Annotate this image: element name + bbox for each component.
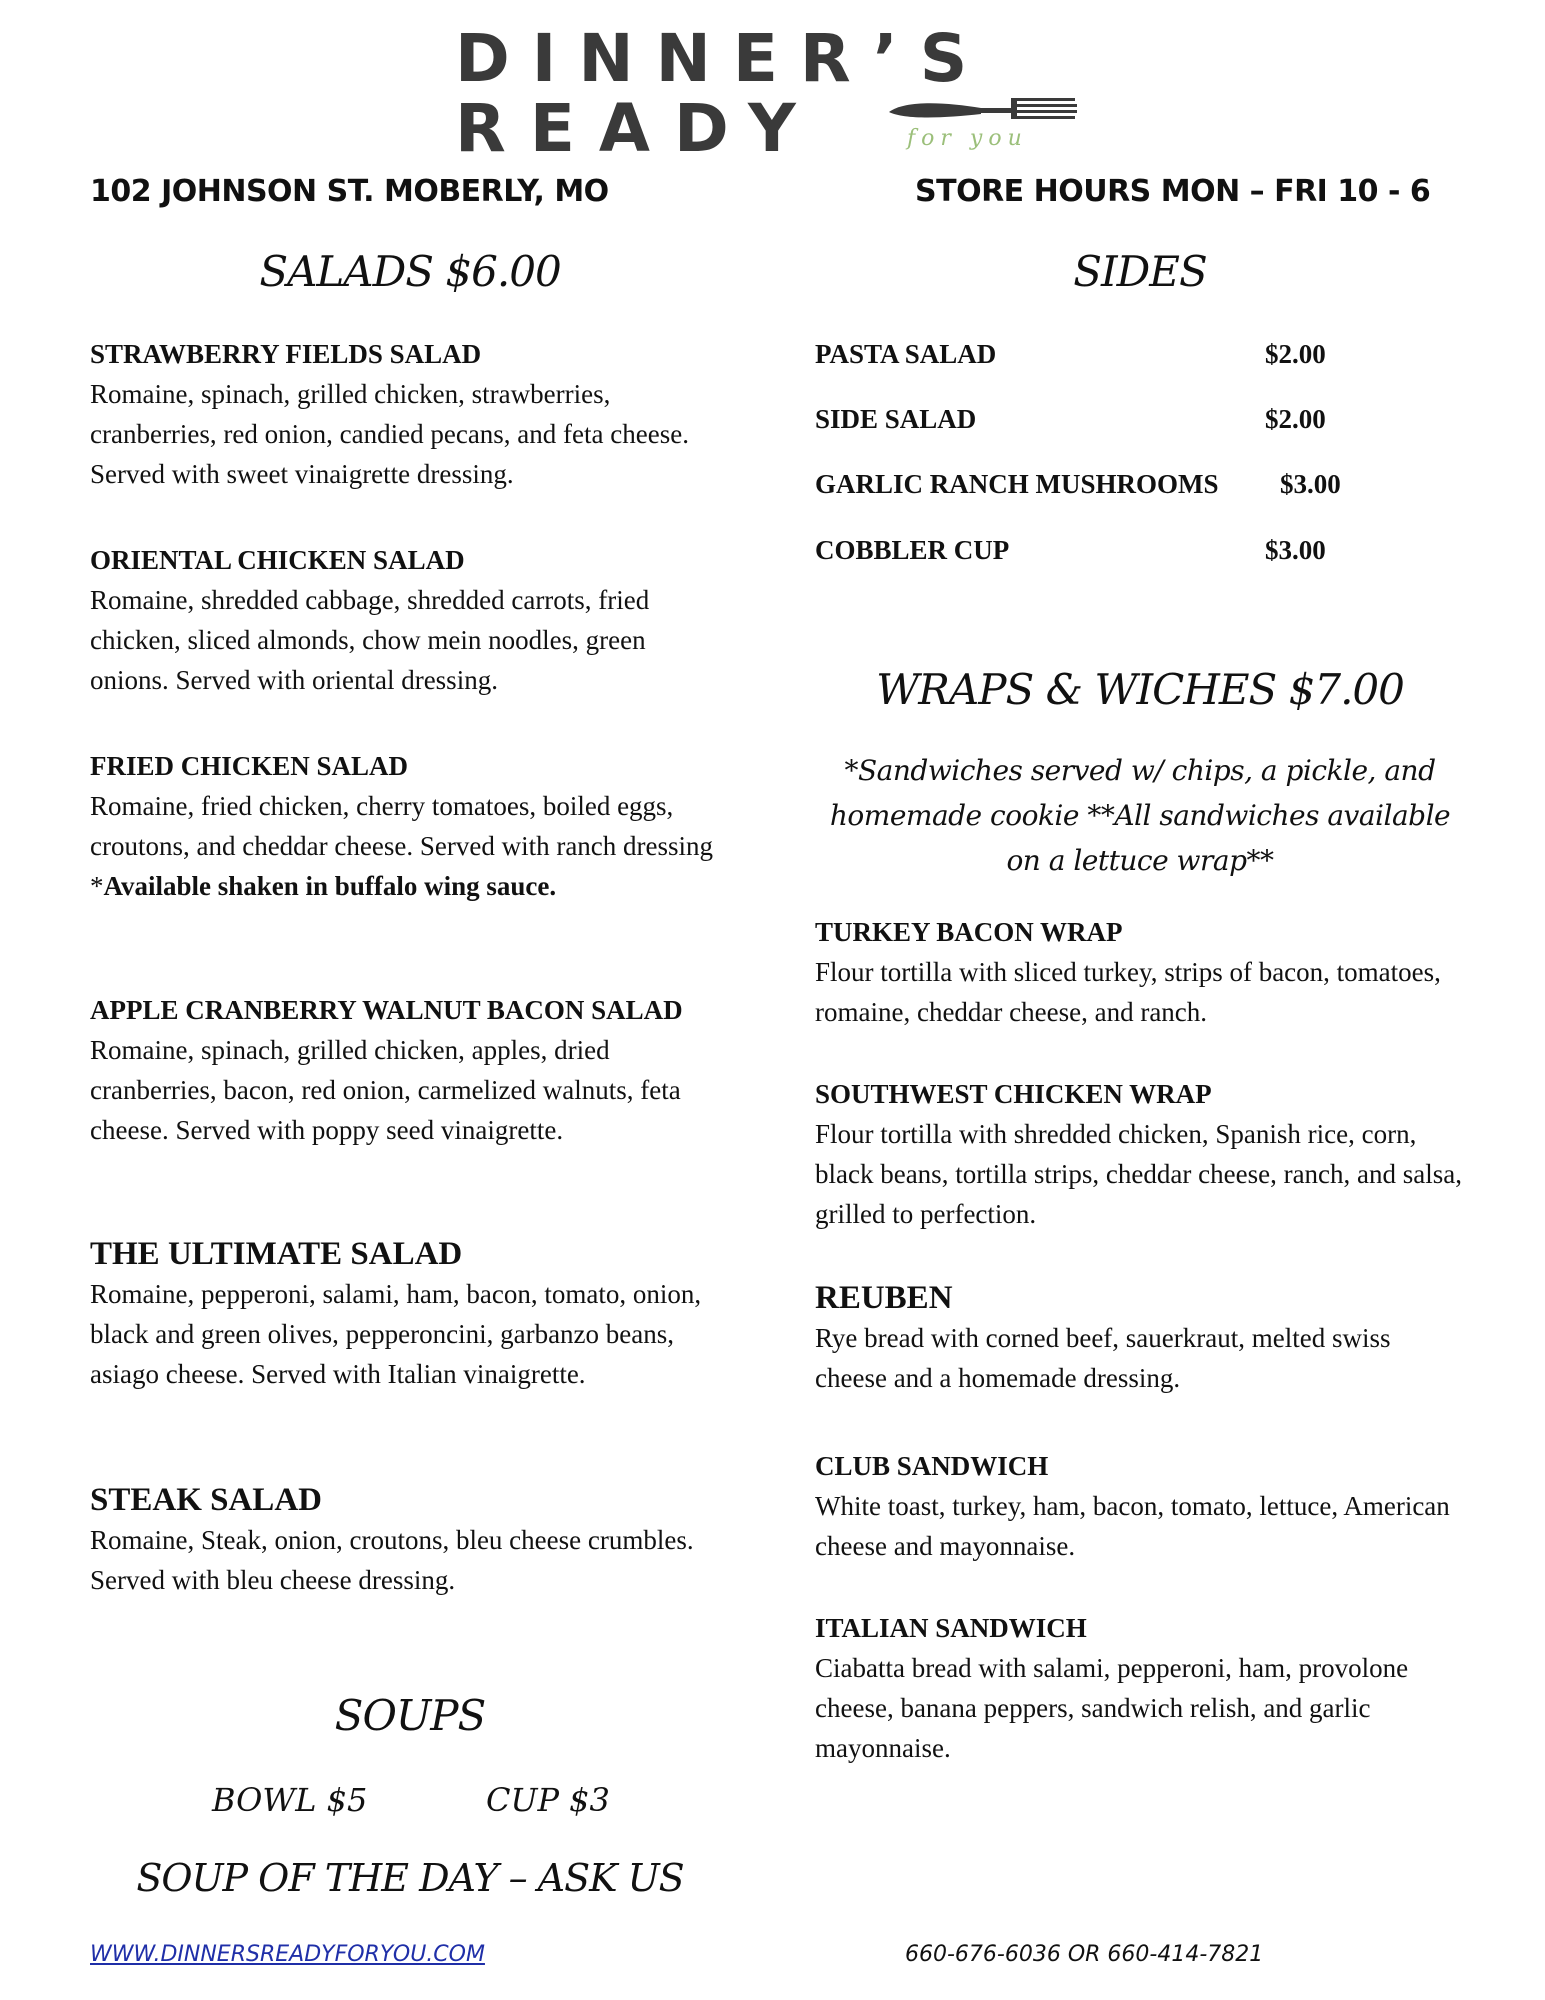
- item-description: Romaine, spinach, grilled chicken, strawberries, cranberries, red onion, candied pecans, and feta cheese. Served with sweet vinaigrette dressing.: [90, 379, 689, 489]
- item-name: REUBEN: [815, 1280, 953, 1316]
- item-description-text: Romaine, fried chicken, cherry tomatoes, boiled eggs, croutons, and cheddar cheese. Served with ranch dressing *: [90, 791, 714, 901]
- item-description-note: Available shaken in buffalo wing sauce.: [103, 871, 557, 901]
- item-name: SOUTHWEST CHICKEN WRAP: [815, 1079, 1212, 1109]
- item-name: TURKEY BACON WRAP: [815, 917, 1123, 947]
- item-description: Ciabatta bread with salami, pepperoni, ham, provolone cheese, banana peppers, sandwich relish, and garlic mayonnaise.: [815, 1653, 1409, 1763]
- fork-knife-icon: [885, 90, 1085, 130]
- item-name: STEAK SALAD: [90, 1482, 322, 1518]
- store-hours: STORE HOURS MON – FRI 10 - 6: [915, 174, 1431, 209]
- salads-heading: SALADS $6.00: [259, 247, 561, 296]
- store-address: 102 JOHNSON ST. MOBERLY, MO: [90, 174, 609, 209]
- menu-item: [815, 912, 1465, 1032]
- item-description: Flour tortilla with sliced turkey, strips of bacon, tomatoes, romaine, cheddar cheese, and ranch.: [815, 957, 1441, 1027]
- sandwich-note: *Sandwiches served w/ chips, a pickle, and homemade cookie **All sandwiches available on a lettuce wrap**: [829, 754, 1451, 877]
- item-name: THE ULTIMATE SALAD: [90, 1236, 463, 1272]
- menu-item: [815, 1074, 1465, 1234]
- website-link[interactable]: WWW.DINNERSREADYFORYOU.COM: [90, 1942, 485, 1967]
- menu-item: [815, 1278, 1465, 1398]
- menu-item: [90, 1234, 730, 1394]
- item-name: ORIENTAL CHICKEN SALAD: [90, 545, 465, 575]
- item-description: Romaine, spinach, grilled chicken, apples, dried cranberries, bacon, red onion, carmelized walnuts, feta cheese. Served with poppy seed vinaigrette.: [90, 1035, 681, 1145]
- item-description: Rye bread with corned beef, sauerkraut, melted swiss cheese and a homemade dressing.: [815, 1323, 1391, 1393]
- item-description: Romaine, pepperoni, salami, ham, bacon, tomato, onion, black and green olives, pepperoncini, garbanzo beans, asiago cheese. Served with Italian vinaigrette.: [90, 1279, 702, 1389]
- sides-heading: SIDES: [1073, 247, 1207, 296]
- item-name: APPLE CRANBERRY WALNUT BACON SALAD: [90, 995, 683, 1025]
- item-name: STRAWBERRY FIELDS SALAD: [90, 339, 482, 369]
- side-item-name: GARLIC RANCH MUSHROOMS: [815, 469, 1219, 499]
- item-description: [90, 786, 730, 906]
- side-item-price: $3.00: [1280, 469, 1341, 499]
- side-item-price: $2.00: [1265, 339, 1326, 369]
- menu-item: [815, 1608, 1465, 1768]
- soup-of-the-day: SOUP OF THE DAY – ASK US: [136, 1856, 684, 1900]
- side-item-price: $3.00: [1265, 535, 1326, 565]
- menu-item: [90, 540, 730, 700]
- side-item-name: SIDE SALAD: [815, 404, 977, 434]
- item-description: Romaine, Steak, onion, croutons, bleu cheese crumbles. Served with bleu cheese dressing.: [90, 1525, 694, 1595]
- menu-item: [90, 334, 730, 494]
- phone-numbers: 660-676-6036 OR 660-414-7821: [905, 1942, 1264, 1967]
- soup-bowl-price: BOWL $5: [212, 1781, 368, 1819]
- side-item-name: COBBLER CUP: [815, 535, 1010, 565]
- menu-item: [90, 1480, 730, 1600]
- soups-heading: SOUPS: [334, 1691, 486, 1740]
- item-description: Flour tortilla with shredded chicken, Spanish rice, corn, black beans, tortilla strips, cheddar cheese, ranch, and salsa, grilled to perfection.: [815, 1119, 1462, 1229]
- logo-line-2: READY: [455, 90, 820, 167]
- logo-tagline: for you: [907, 126, 1028, 151]
- wraps-heading: WRAPS & WICHES $7.00: [876, 665, 1404, 714]
- logo: [455, 20, 1095, 167]
- item-name: ITALIAN SANDWICH: [815, 1613, 1087, 1643]
- side-item-price: $2.00: [1265, 404, 1326, 434]
- item-description: White toast, turkey, ham, bacon, tomato, lettuce, American cheese and mayonnaise.: [815, 1491, 1450, 1561]
- side-item-name: PASTA SALAD: [815, 339, 997, 369]
- menu-item: [90, 990, 730, 1150]
- item-name: FRIED CHICKEN SALAD: [90, 751, 409, 781]
- logo-line-1: DINNER’S: [455, 20, 990, 97]
- menu-item: [815, 1446, 1465, 1566]
- item-description: Romaine, shredded cabbage, shredded carrots, fried chicken, sliced almonds, chow mein noodles, green onions. Served with oriental dressing.: [90, 585, 650, 695]
- item-name: CLUB SANDWICH: [815, 1451, 1049, 1481]
- soup-cup-price: CUP $3: [486, 1781, 610, 1819]
- menu-item: [90, 746, 730, 906]
